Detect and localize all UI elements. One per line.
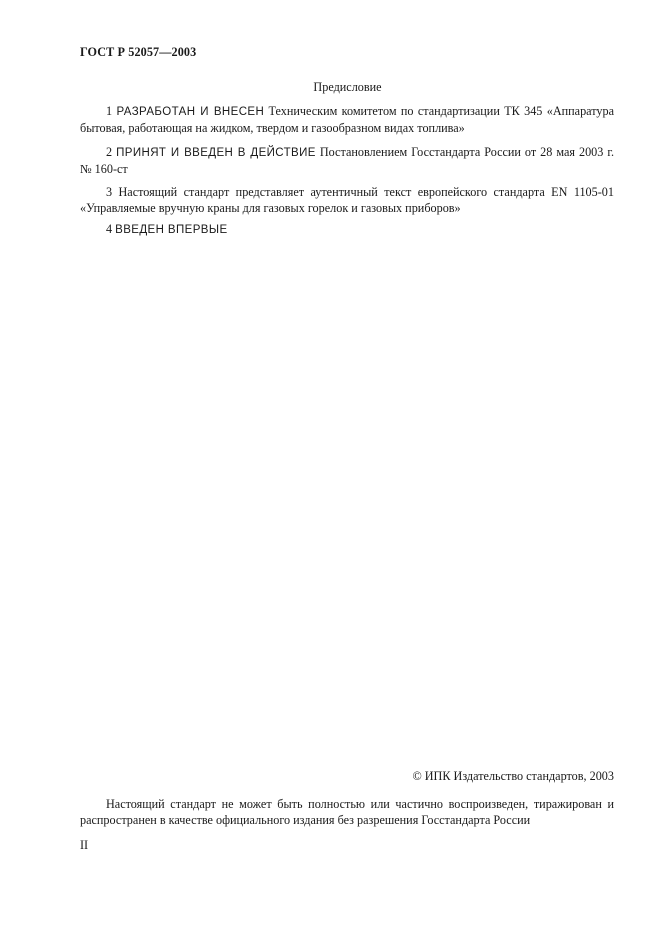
foreword-item-2 xyxy=(80,144,614,177)
item-caps-heading: ПРИНЯТ И ВВЕДЕН В ДЕЙСТВИЕ xyxy=(116,147,316,159)
section-title: Предисловие xyxy=(313,80,382,94)
item-number: 1 xyxy=(106,104,113,118)
item-text: Постановлением Госстандарта России от 28 мая 2003 г. № 160-ст xyxy=(80,145,615,176)
page-number: II xyxy=(80,838,89,852)
item-number: 2 xyxy=(106,145,113,159)
item-caps-heading: РАЗРАБОТАН И ВНЕСЕН xyxy=(116,106,265,118)
item-number: 4 xyxy=(106,222,113,236)
item-text: Техническим комитетом по стандартизации ТК 345 «Аппаратура бытовая, работающая на жидком, твердом и газообразном видах топлива» xyxy=(80,104,615,135)
item-text: Настоящий стандарт представляет аутентичный текст европейского стандарта EN 1105-01 «Управляемые вручную краны для газовых горелок и газовых приборов» xyxy=(80,185,614,215)
foreword-item-1 xyxy=(80,103,614,136)
document-code-header: ГОСТ Р 52057—2003 xyxy=(80,45,197,59)
foreword-item-3 xyxy=(80,184,614,216)
item-caps-heading: ВВЕДЕН ВПЕРВЫЕ xyxy=(115,224,228,236)
copyright-line: © ИПК Издательство стандартов, 2003 xyxy=(412,769,614,783)
item-number: 3 xyxy=(106,185,113,199)
foreword-item-4 xyxy=(80,221,614,238)
reproduction-notice: Настоящий стандарт не может быть полностью или частично воспроизведен, тиражирован и распространен в качестве официального издания без разрешения Госстандарта России xyxy=(80,797,614,827)
